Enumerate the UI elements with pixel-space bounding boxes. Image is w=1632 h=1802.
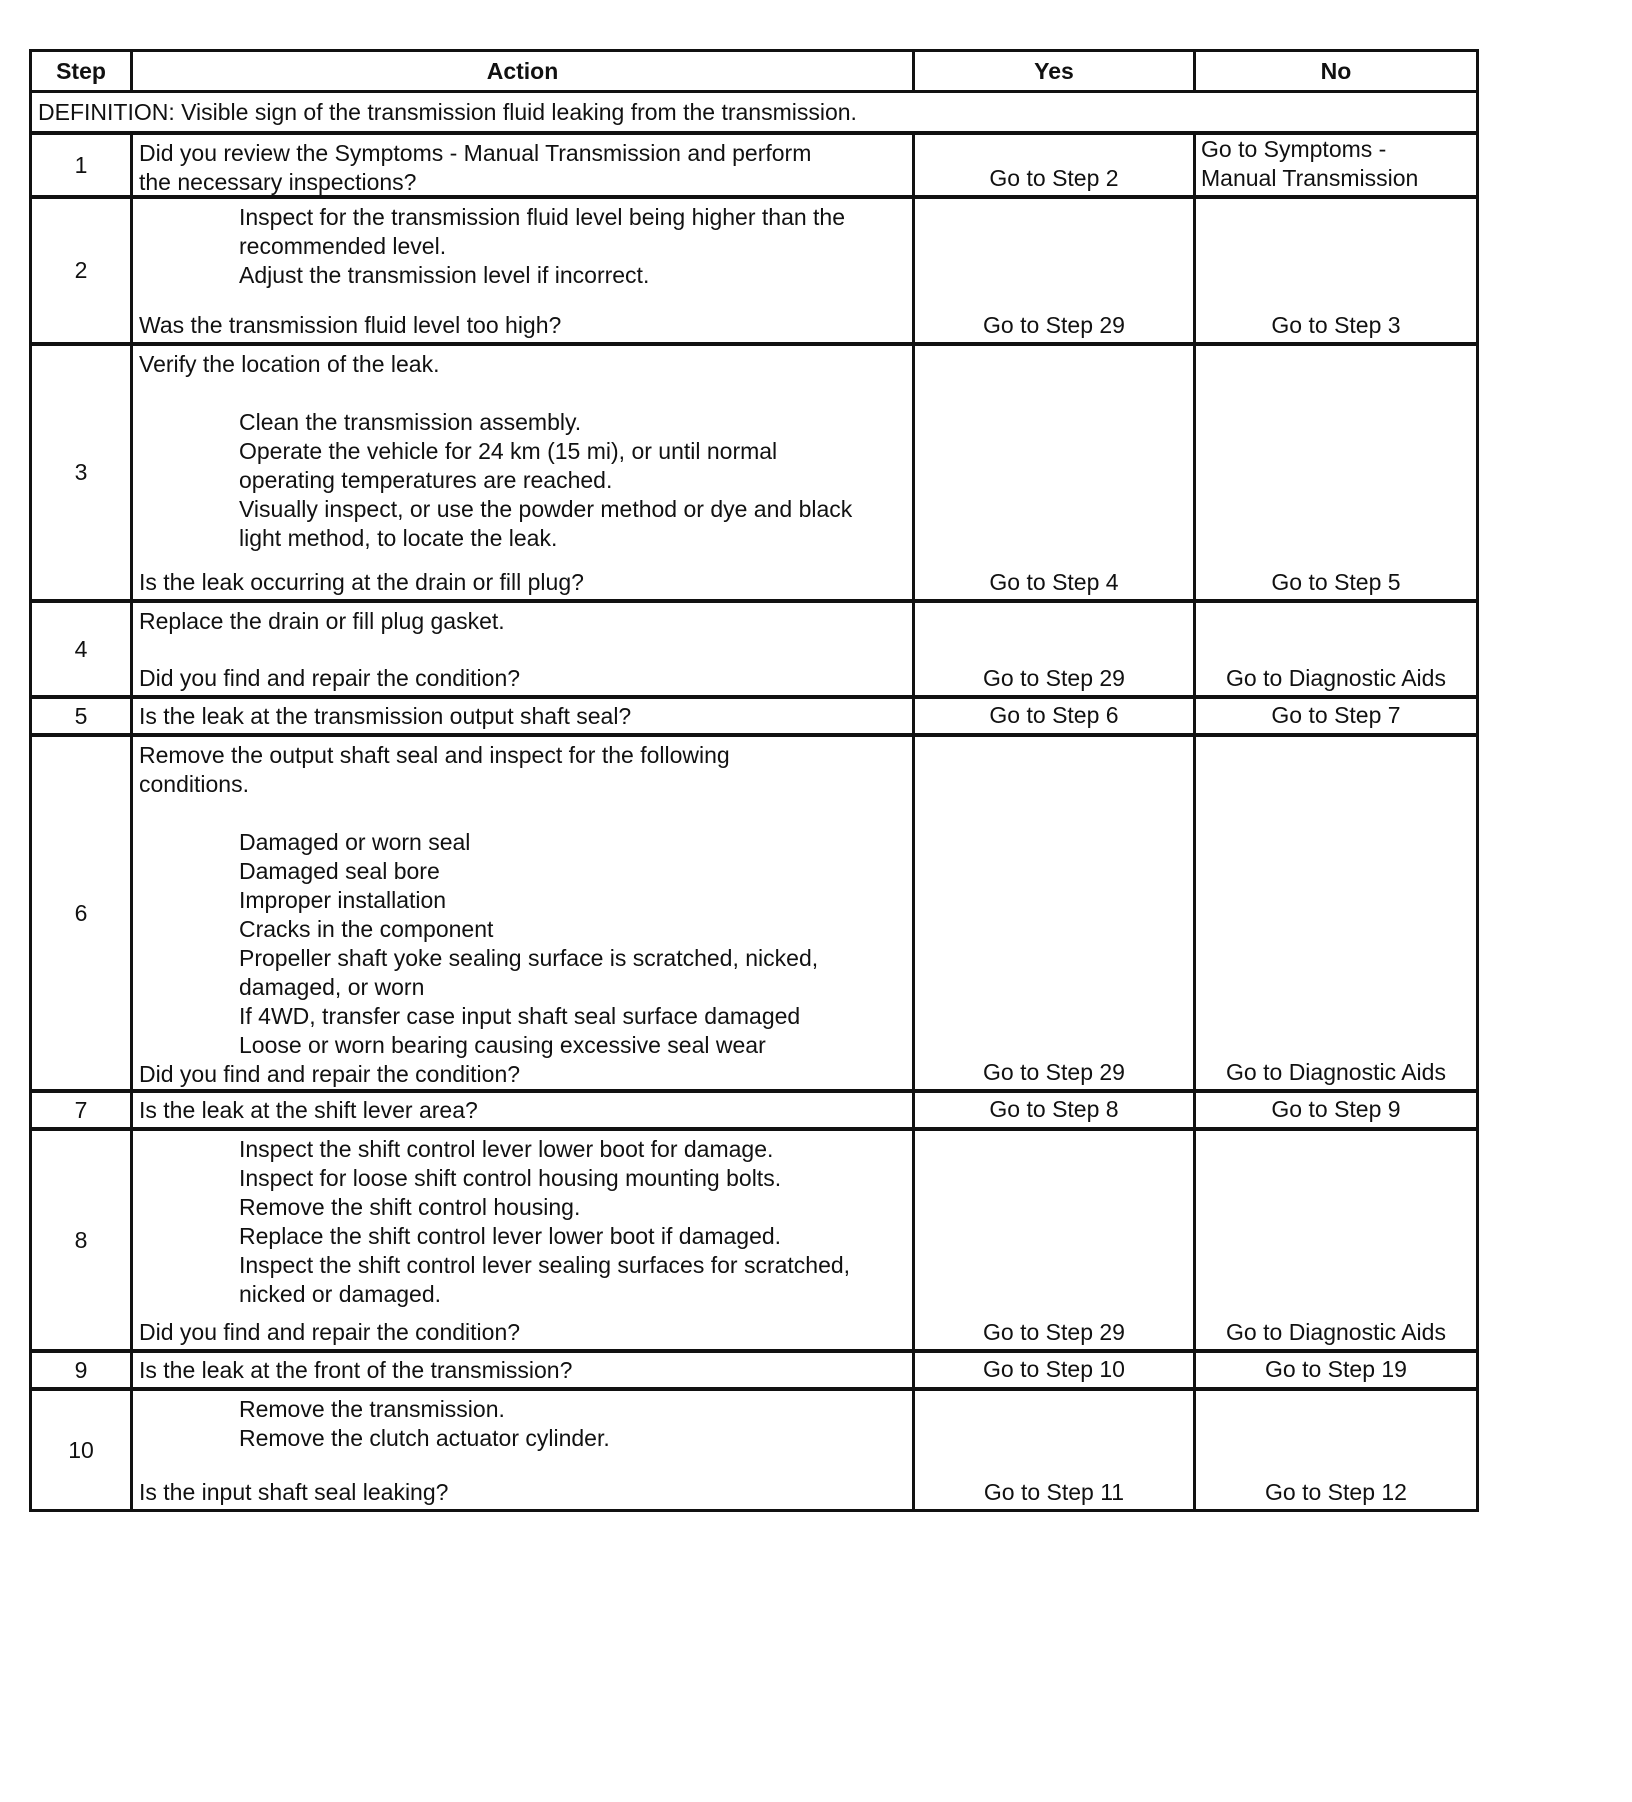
table-row	[31, 197, 1478, 344]
action-question: Did you find and repair the condition?	[139, 665, 521, 691]
table-row	[31, 601, 1478, 697]
action-text: Is the leak at the front of the transmission?	[139, 1356, 573, 1383]
no-result: Go to Diagnostic Aids	[1195, 1129, 1478, 1351]
yes-result: Go to Step 29	[914, 601, 1195, 697]
action-step-item: Replace the shift control lever lower boot if damaged.	[239, 1223, 782, 1249]
action-step-item: Operate the vehicle for 24 km (15 mi), or until normal	[239, 438, 778, 464]
action-step-item: Inspect for the transmission fluid level being higher than the	[239, 204, 846, 230]
step-number: 3	[31, 344, 132, 601]
yes-result: Go to Step 4	[914, 344, 1195, 601]
action-question: Did you find and repair the condition?	[139, 1319, 521, 1345]
yes-result: Go to Step 29	[914, 735, 1195, 1091]
action-step-item: Remove the clutch actuator cylinder.	[239, 1425, 610, 1451]
action-step-item: Inspect for loose shift control housing mounting bolts.	[239, 1165, 782, 1191]
table-row	[31, 1091, 1478, 1129]
yes-result: Go to Step 6	[914, 697, 1195, 735]
step-number: 9	[31, 1351, 132, 1389]
action-cell	[132, 1351, 914, 1389]
action-text: Did you review the Symptoms - Manual Transmission and perform	[139, 140, 812, 166]
action-steps	[139, 408, 908, 553]
action-text: Verify the location of the leak.	[139, 351, 440, 377]
action-text: Is the leak at the shift lever area?	[139, 1096, 478, 1123]
definition-row	[31, 92, 1478, 134]
action-step-item: Remove the shift control housing.	[239, 1194, 581, 1220]
action-step-item: Damaged seal bore	[239, 858, 440, 884]
yes-result: Go to Step 2	[914, 133, 1195, 197]
action-text: the necessary inspections?	[139, 169, 417, 195]
action-cell	[132, 344, 914, 601]
action-step-item: damaged, or worn	[239, 974, 425, 1000]
action-steps	[139, 1395, 908, 1453]
action-step-item: operating temperatures are reached.	[239, 467, 613, 493]
no-result: Go to Step 3	[1195, 197, 1478, 344]
action-step-item: Propeller shaft yoke sealing surface is scratched, nicked,	[239, 945, 819, 971]
yes-result: Go to Step 10	[914, 1351, 1195, 1389]
action-steps	[139, 828, 908, 1060]
action-step-item: Adjust the transmission level if incorrect.	[239, 262, 650, 288]
step-number: 8	[31, 1129, 132, 1351]
action-text: Is the leak at the transmission output shaft seal?	[139, 702, 632, 729]
yes-result: Go to Step 29	[914, 197, 1195, 344]
table-row	[31, 735, 1478, 1091]
action-cell	[132, 133, 914, 197]
action-cell	[132, 1129, 914, 1351]
action-step-item: If 4WD, transfer case input shaft seal surface damaged	[239, 1003, 801, 1029]
header-action: Action	[132, 51, 914, 92]
action-cell	[132, 1091, 914, 1129]
header-no: No	[1195, 51, 1478, 92]
table-row	[31, 697, 1478, 735]
header-row	[31, 51, 1478, 92]
no-result: Go to Step 7	[1195, 697, 1478, 735]
action-step-item: light method, to locate the leak.	[239, 525, 558, 551]
table-row	[31, 1389, 1478, 1511]
action-question: Is the input shaft seal leaking?	[139, 1479, 449, 1505]
action-steps	[139, 1135, 908, 1309]
action-cell	[132, 735, 914, 1091]
action-step-item: Loose or worn bearing causing excessive seal wear	[239, 1032, 766, 1058]
yes-result: Go to Step 8	[914, 1091, 1195, 1129]
no-result: Go to Symptoms - Manual Transmission	[1195, 133, 1478, 197]
no-result: Go to Step 12	[1195, 1389, 1478, 1511]
action-step-item: Clean the transmission assembly.	[239, 409, 582, 435]
action-text: conditions.	[139, 771, 249, 797]
no-result: Go to Step 5	[1195, 344, 1478, 601]
header-step: Step	[31, 51, 132, 92]
step-number: 4	[31, 601, 132, 697]
yes-result: Go to Step 11	[914, 1389, 1195, 1511]
action-step-item: Cracks in the component	[239, 916, 494, 942]
definition-text: DEFINITION: Visible sign of the transmission fluid leaking from the transmission.	[31, 92, 1478, 134]
diagnostic-table	[29, 49, 1479, 1512]
table-row	[31, 1129, 1478, 1351]
action-step-item: Visually inspect, or use the powder method or dye and black	[239, 496, 853, 522]
action-question: Is the leak occurring at the drain or fill plug?	[139, 569, 584, 595]
no-result: Go to Diagnostic Aids	[1195, 601, 1478, 697]
action-text: Remove the output shaft seal and inspect for the following	[139, 742, 730, 768]
table-row	[31, 1351, 1478, 1389]
step-number: 2	[31, 197, 132, 344]
action-step-item: recommended level.	[239, 233, 447, 259]
action-step-item: nicked or damaged.	[239, 1281, 442, 1307]
table-row	[31, 344, 1478, 601]
action-cell	[132, 601, 914, 697]
action-cell	[132, 1389, 914, 1511]
no-result: Go to Step 19	[1195, 1351, 1478, 1389]
action-step-item: Damaged or worn seal	[239, 829, 471, 855]
step-number: 5	[31, 697, 132, 735]
step-number: 6	[31, 735, 132, 1091]
no-result: Go to Diagnostic Aids	[1195, 735, 1478, 1091]
action-cell	[132, 697, 914, 735]
no-result: Go to Step 9	[1195, 1091, 1478, 1129]
action-step-item: Inspect the shift control lever sealing surfaces for scratched,	[239, 1252, 851, 1278]
action-step-item: Inspect the shift control lever lower boot for damage.	[239, 1136, 774, 1162]
header-yes: Yes	[914, 51, 1195, 92]
action-step-item: Improper installation	[239, 887, 447, 913]
yes-result: Go to Step 29	[914, 1129, 1195, 1351]
step-number: 1	[31, 133, 132, 197]
action-cell	[132, 197, 914, 344]
action-question: Was the transmission fluid level too high?	[139, 312, 562, 338]
step-number: 7	[31, 1091, 132, 1129]
step-number: 10	[31, 1389, 132, 1511]
table-row	[31, 133, 1478, 197]
action-steps	[139, 203, 908, 290]
action-step-item: Remove the transmission.	[239, 1396, 505, 1422]
action-text: Replace the drain or fill plug gasket.	[139, 608, 505, 634]
action-question: Did you find and repair the condition?	[139, 1061, 521, 1087]
